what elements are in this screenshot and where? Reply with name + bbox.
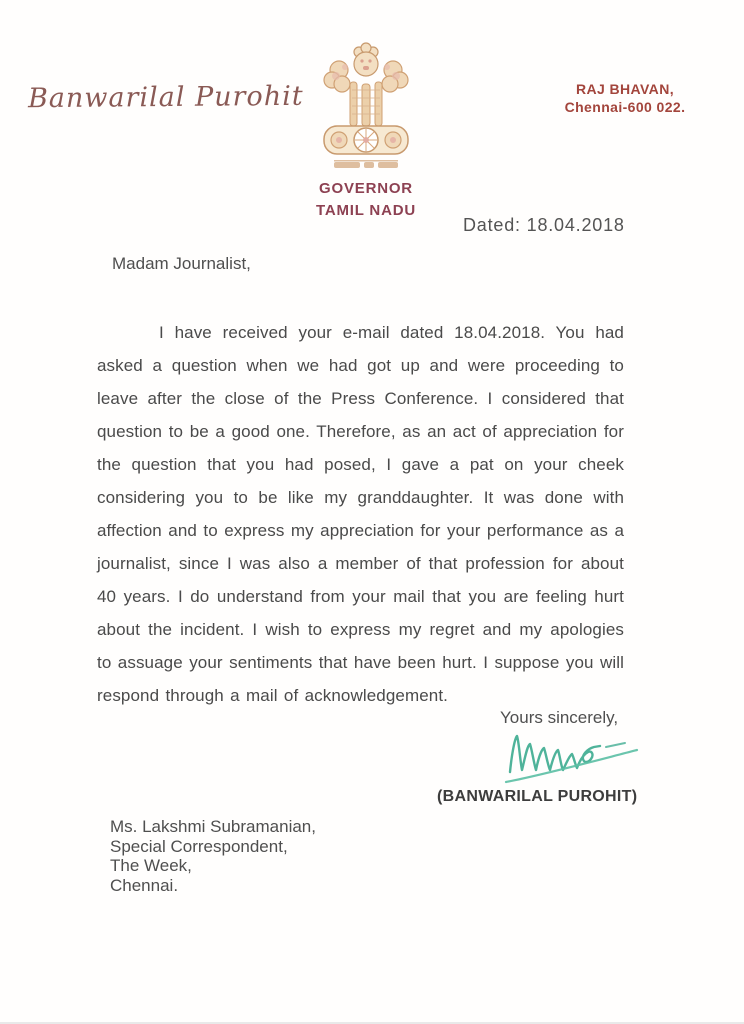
letterhead-state: TAMIL NADU [316,202,416,219]
letterhead-signatory-name: Banwarilal Purohit [27,80,304,115]
letterhead-address-line1: RAJ BHAVAN, [576,81,674,97]
letter-signatory-name: (BANWARILAL PUROHIT) [437,788,638,805]
recipient-city: Chennai. [110,875,179,895]
letter-body: I have received your e-mail dated 18.04.2018. You had asked a question when we had got up and were proceeding to leave after the close of the Press Conference. I considered that question to be a good one. Therefore, as an act of appreciation for the question that you had posed, I gave a pat on your cheek considering you to be like my granddaughter. It was done with affection and to express my appreciation for your performance as a journalist, since I was also a member of that profession for about 40 years. I do understand from your mail that you are feeling hurt about the incident. I wish to express my regret and my apologies to assuage your sentiments that have been hurt. I suppose you will respond through a mail of acknowledgement. [97,323,624,705]
recipient-designation: Special Correspondent, [110,836,288,856]
national-emblem-icon [312,40,420,172]
letterhead-address-line2: Chennai-600 022. [564,99,686,115]
letterhead-office: GOVERNOR [319,180,413,197]
emblem-motto [334,160,398,168]
letter-closing: Yours sincerely, [500,708,619,727]
recipient-organisation: The Week, [110,856,192,875]
letter-salutation: Madam Journalist, [112,254,251,273]
letter-date: Dated: 18.04.2018 [463,215,625,235]
recipient-block [110,817,316,895]
letterhead-address [540,80,710,116]
recipient-name: Ms. Lakshmi Subramanian, [110,817,316,836]
signature-scribble [503,730,653,786]
